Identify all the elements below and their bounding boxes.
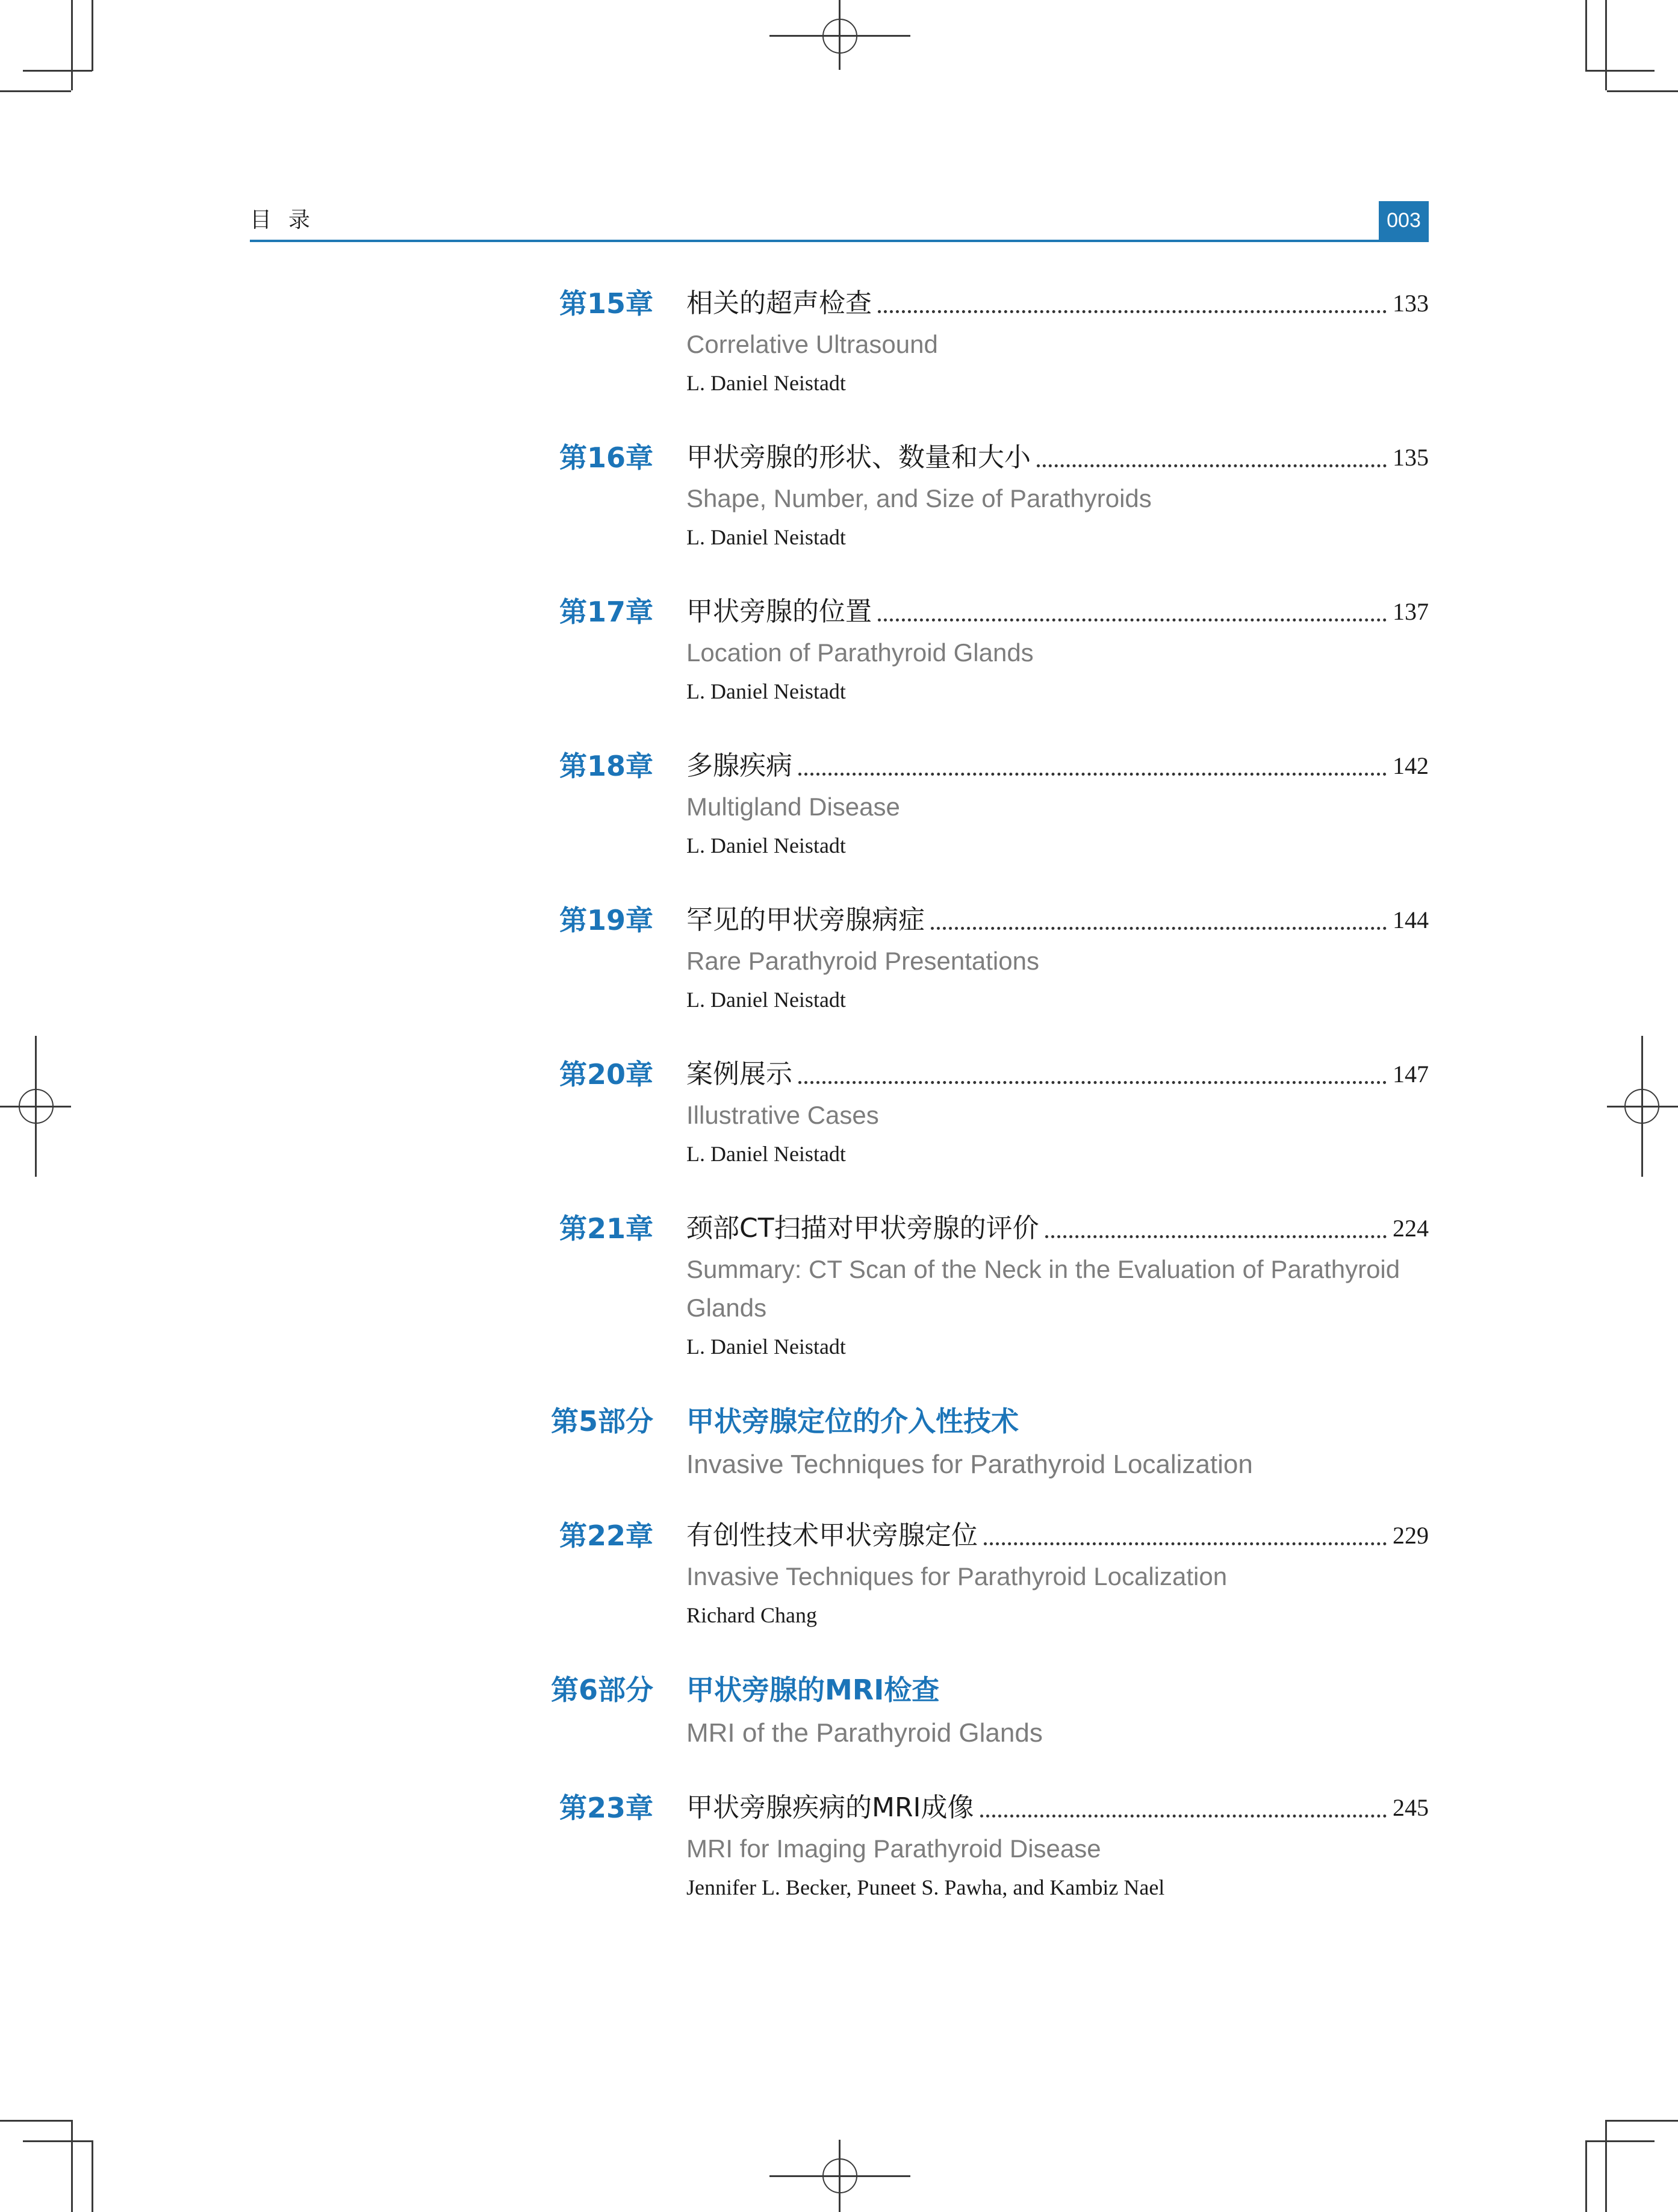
english-title: Multigland Disease	[686, 793, 900, 821]
crop-mark-line	[23, 70, 92, 72]
leader-dots	[878, 618, 1387, 622]
entry-details	[686, 1207, 1429, 1365]
english-title: Rare Parathyroid Presentations	[686, 947, 1039, 975]
page-number: 144	[1393, 906, 1429, 933]
chapter-number: 第23章	[559, 1792, 653, 1824]
toc-entry-chapter-15[interactable]	[0, 282, 1678, 436]
toc-entry-chapter-19[interactable]	[0, 899, 1678, 1053]
crop-mark-line	[1607, 90, 1678, 92]
page-number-badge: 003	[1379, 201, 1429, 240]
toc-part-6[interactable]	[0, 1668, 1678, 1786]
leader-dots	[1037, 464, 1387, 467]
english-title: Summary: CT Scan of the Neck in the Evaluation of Parathyroid Glands	[686, 1255, 1400, 1322]
english-title: Illustrative Cases	[686, 1101, 879, 1129]
author: Jennifer L. Becker, Puneet S. Pawha, and Kambiz Nael	[686, 1875, 1165, 1899]
crop-mark-line	[92, 0, 93, 71]
part-details	[686, 1400, 1429, 1485]
toc-entry-chapter-21[interactable]	[0, 1207, 1678, 1400]
chapter-number: 第16章	[559, 441, 653, 474]
author: L. Daniel Neistadt	[686, 988, 846, 1012]
chapter-number: 第17章	[559, 596, 653, 628]
title-row	[686, 1786, 1429, 1830]
page-number: 142	[1393, 752, 1429, 779]
author: L. Daniel Neistadt	[686, 371, 846, 395]
part-english-title: Invasive Techniques for Parathyroid Localization	[686, 1450, 1253, 1479]
registration-circle-icon	[822, 2158, 857, 2193]
page-number: 133	[1393, 290, 1429, 317]
chapter-number: 第22章	[559, 1519, 653, 1552]
chinese-title: 甲状旁腺的位置	[686, 596, 872, 627]
crop-mark-line	[0, 90, 71, 92]
leader-dots	[878, 310, 1387, 313]
title-row	[686, 1207, 1429, 1250]
title-row	[686, 744, 1429, 788]
leader-dots	[798, 773, 1387, 776]
toc-entry-chapter-22[interactable]	[0, 1514, 1678, 1668]
author: L. Daniel Neistadt	[686, 833, 846, 858]
entry-details	[686, 744, 1429, 864]
crop-mark-line	[1607, 2120, 1678, 2122]
entry-details	[686, 899, 1429, 1018]
toc-entry-chapter-16[interactable]	[0, 436, 1678, 590]
header-rule	[250, 240, 1429, 242]
english-title: Location of Parathyroid Glands	[686, 638, 1034, 667]
page-number: 224	[1393, 1215, 1429, 1242]
author: L. Daniel Neistadt	[686, 1142, 846, 1166]
part-label: 第5部分	[550, 1405, 653, 1438]
crop-mark-line	[71, 0, 73, 90]
chinese-title: 有创性技术甲状旁腺定位	[686, 1520, 978, 1551]
chapter-number: 第19章	[559, 904, 653, 936]
entry-details	[686, 436, 1429, 555]
page-number: 229	[1393, 1522, 1429, 1549]
leader-dots	[931, 927, 1387, 930]
entry-details	[686, 282, 1429, 401]
chapter-number: 第21章	[559, 1212, 653, 1245]
english-title: Invasive Techniques for Parathyroid Localization	[686, 1562, 1228, 1590]
chapter-number: 第20章	[559, 1058, 653, 1091]
toc-entry-chapter-18[interactable]	[0, 744, 1678, 899]
crop-mark-line	[1585, 70, 1655, 72]
chapter-number: 第18章	[559, 750, 653, 782]
leader-dots	[980, 1815, 1387, 1818]
chinese-title: 颈部CT扫描对甲状旁腺的评价	[686, 1213, 1039, 1244]
title-row	[686, 436, 1429, 479]
english-title: Correlative Ultrasound	[686, 330, 938, 358]
crop-mark-line	[0, 2120, 71, 2122]
chinese-title: 罕见的甲状旁腺病症	[686, 905, 925, 935]
entry-details	[686, 1053, 1429, 1172]
leader-dots	[798, 1081, 1387, 1084]
chapter-number: 第15章	[559, 287, 653, 320]
part-english-title: MRI of the Parathyroid Glands	[686, 1718, 1043, 1748]
author: L. Daniel Neistadt	[686, 679, 846, 703]
crop-mark-line	[1585, 2140, 1587, 2212]
page-number: 245	[1393, 1794, 1429, 1821]
leader-dots	[984, 1542, 1387, 1545]
part-label: 第6部分	[550, 1674, 653, 1706]
author: Richard Chang	[686, 1603, 817, 1627]
crop-mark-line	[1605, 0, 1607, 90]
part-chinese-title: 甲状旁腺定位的介入性技术	[686, 1405, 1019, 1438]
title-row	[686, 590, 1429, 634]
chinese-title: 甲状旁腺疾病的MRI成像	[686, 1792, 974, 1823]
title-row	[686, 899, 1429, 942]
running-header-section-label: 目录	[250, 208, 328, 232]
crop-mark-line	[92, 2140, 93, 2212]
title-row	[686, 282, 1429, 325]
leader-dots	[1045, 1235, 1387, 1238]
chinese-title: 相关的超声检查	[686, 288, 872, 319]
entry-details	[686, 1514, 1429, 1633]
toc-part-5[interactable]	[0, 1400, 1678, 1514]
toc-entry-chapter-20[interactable]	[0, 1053, 1678, 1207]
page-number: 137	[1393, 598, 1429, 625]
crop-mark-line	[1585, 2140, 1655, 2142]
entry-details	[686, 1786, 1429, 1905]
crop-mark-line	[71, 2120, 73, 2212]
author: L. Daniel Neistadt	[686, 1335, 846, 1359]
toc-entry-chapter-23[interactable]	[0, 1786, 1678, 1940]
table-of-contents	[0, 282, 1678, 1940]
crop-mark-line	[1605, 2120, 1607, 2212]
title-row	[686, 1053, 1429, 1096]
chinese-title: 案例展示	[686, 1059, 792, 1089]
crop-mark-line	[23, 2140, 92, 2142]
registration-circle-icon	[822, 19, 857, 54]
title-row	[686, 1514, 1429, 1557]
chinese-title: 多腺疾病	[686, 750, 792, 781]
chinese-title: 甲状旁腺的形状、数量和大小	[686, 442, 1031, 473]
part-chinese-title: 甲状旁腺的MRI检查	[686, 1674, 940, 1706]
part-details	[686, 1668, 1429, 1754]
crop-mark-line	[1585, 0, 1587, 71]
english-title: MRI for Imaging Parathyroid Disease	[686, 1834, 1101, 1863]
english-title: Shape, Number, and Size of Parathyroids	[686, 484, 1152, 512]
toc-entry-chapter-17[interactable]	[0, 590, 1678, 744]
page-number: 147	[1393, 1061, 1429, 1088]
page-number: 135	[1393, 444, 1429, 471]
entry-details	[686, 590, 1429, 709]
author: L. Daniel Neistadt	[686, 525, 846, 549]
